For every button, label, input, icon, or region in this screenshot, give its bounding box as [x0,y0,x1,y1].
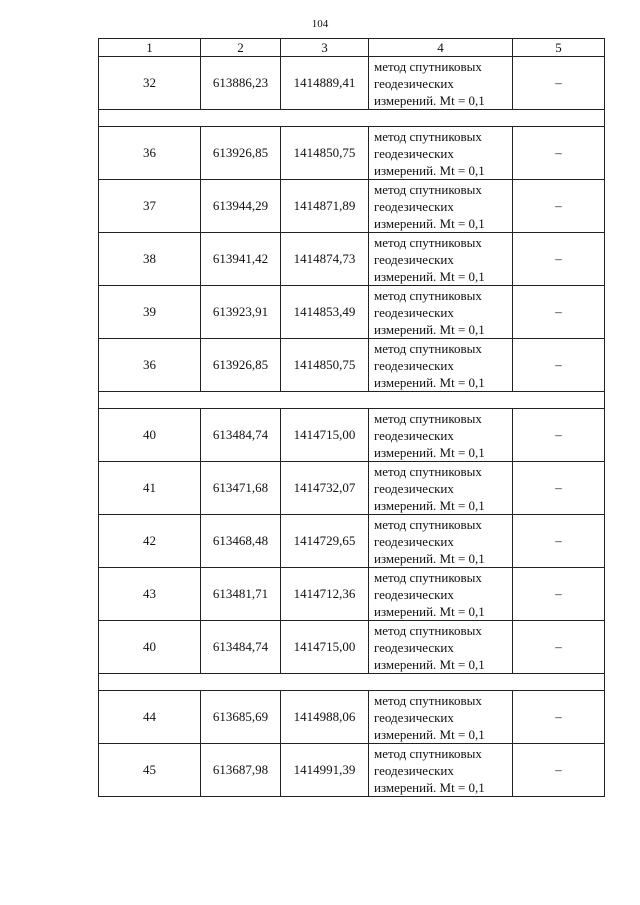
dash-cell: – [513,621,605,674]
method-text-line: метод спутниковых [374,463,482,479]
x-coordinate-cell: 613926,85 [201,127,281,180]
method-text-line: измерений. Mt = 0,1 [374,374,485,390]
method-text-line: измерений. Mt = 0,1 [374,162,485,178]
x-coordinate-cell: 613468,48 [201,515,281,568]
method-text-line: геодезических [374,709,454,725]
x-coordinate-cell: 613941,42 [201,233,281,286]
dash-cell: – [513,691,605,744]
y-coordinate-cell: 1414889,41 [281,57,369,110]
method-cell [369,691,513,744]
table-row [99,568,605,621]
separator-cell [99,110,605,127]
method-cell [369,286,513,339]
method-text-line: метод спутниковых [374,745,482,761]
method-text-line: метод спутниковых [374,692,482,708]
method-cell [369,744,513,797]
y-coordinate-cell: 1414729,65 [281,515,369,568]
x-coordinate-cell: 613484,74 [201,409,281,462]
column-header-1: 1 [99,39,201,57]
x-coordinate-cell: 613944,29 [201,180,281,233]
method-text-line: измерений. Mt = 0,1 [374,603,485,619]
dash-cell: – [513,286,605,339]
method-text-line: метод спутниковых [374,128,482,144]
method-text-line: геодезических [374,639,454,655]
coordinates-table [98,38,605,797]
table-row [99,339,605,392]
dash-cell: – [513,233,605,286]
y-coordinate-cell: 1414850,75 [281,127,369,180]
dash-cell: – [513,568,605,621]
dash-cell: – [513,744,605,797]
x-coordinate-cell: 613926,85 [201,339,281,392]
point-number-cell: 42 [99,515,201,568]
method-text-line: измерений. Mt = 0,1 [374,656,485,672]
x-coordinate-cell: 613484,74 [201,621,281,674]
point-number-cell: 39 [99,286,201,339]
table-row [99,409,605,462]
method-text-line: геодезических [374,427,454,443]
method-text-line: измерений. Mt = 0,1 [374,321,485,337]
method-text-line: метод спутниковых [374,622,482,638]
y-coordinate-cell: 1414853,49 [281,286,369,339]
table-row [99,57,605,110]
method-cell [369,180,513,233]
point-number-cell: 44 [99,691,201,744]
method-cell [369,409,513,462]
method-text-line: измерений. Mt = 0,1 [374,550,485,566]
method-text-line: метод спутниковых [374,287,482,303]
method-text-line: геодезических [374,75,454,91]
method-text-line: измерений. Mt = 0,1 [374,444,485,460]
dash-cell: – [513,515,605,568]
method-text-line: геодезических [374,251,454,267]
method-text-line: геодезических [374,586,454,602]
method-text-line: геодезических [374,357,454,373]
method-cell [369,127,513,180]
column-header-3: 3 [281,39,369,57]
separator-cell [99,674,605,691]
method-text-line: метод спутниковых [374,410,482,426]
method-text-line: метод спутниковых [374,234,482,250]
y-coordinate-cell: 1414712,36 [281,568,369,621]
x-coordinate-cell: 613923,91 [201,286,281,339]
dash-cell: – [513,57,605,110]
y-coordinate-cell: 1414988,06 [281,691,369,744]
point-number-cell: 32 [99,57,201,110]
method-cell [369,462,513,515]
y-coordinate-cell: 1414871,89 [281,180,369,233]
dash-cell: – [513,180,605,233]
table-row [99,744,605,797]
point-number-cell: 40 [99,409,201,462]
table-row [99,515,605,568]
method-cell [369,515,513,568]
method-text-line: геодезических [374,762,454,778]
column-header-2: 2 [201,39,281,57]
method-text-line: измерений. Mt = 0,1 [374,268,485,284]
method-text-line: измерений. Mt = 0,1 [374,726,485,742]
dash-cell: – [513,339,605,392]
dash-cell: – [513,409,605,462]
point-number-cell: 38 [99,233,201,286]
table-body [99,57,605,797]
x-coordinate-cell: 613687,98 [201,744,281,797]
method-text-line: геодезических [374,480,454,496]
page-number: 104 [311,18,329,30]
table-row [99,691,605,744]
point-number-cell: 41 [99,462,201,515]
method-text-line: измерений. Mt = 0,1 [374,497,485,513]
column-header-5: 5 [513,39,605,57]
header-row [99,39,605,57]
x-coordinate-cell: 613481,71 [201,568,281,621]
table-row [99,127,605,180]
group-separator-row [99,392,605,409]
y-coordinate-cell: 1414732,07 [281,462,369,515]
table-row [99,286,605,339]
method-text-line: геодезических [374,198,454,214]
group-separator-row [99,110,605,127]
point-number-cell: 45 [99,744,201,797]
method-text-line: метод спутниковых [374,516,482,532]
table-row [99,621,605,674]
x-coordinate-cell: 613471,68 [201,462,281,515]
y-coordinate-cell: 1414874,73 [281,233,369,286]
table-row [99,180,605,233]
table-row [99,233,605,286]
method-text-line: геодезических [374,304,454,320]
point-number-cell: 43 [99,568,201,621]
method-cell [369,57,513,110]
method-text-line: измерений. Mt = 0,1 [374,215,485,231]
group-separator-row [99,674,605,691]
method-text-line: геодезических [374,145,454,161]
method-cell [369,621,513,674]
y-coordinate-cell: 1414715,00 [281,409,369,462]
point-number-cell: 36 [99,339,201,392]
method-text-line: измерений. Mt = 0,1 [374,779,485,795]
dash-cell: – [513,127,605,180]
point-number-cell: 36 [99,127,201,180]
point-number-cell: 37 [99,180,201,233]
method-text-line: измерений. Mt = 0,1 [374,92,485,108]
method-text-line: геодезических [374,533,454,549]
y-coordinate-cell: 1414991,39 [281,744,369,797]
x-coordinate-cell: 613886,23 [201,57,281,110]
x-coordinate-cell: 613685,69 [201,691,281,744]
method-text-line: метод спутниковых [374,569,482,585]
y-coordinate-cell: 1414715,00 [281,621,369,674]
method-text-line: метод спутниковых [374,340,482,356]
method-cell [369,568,513,621]
y-coordinate-cell: 1414850,75 [281,339,369,392]
method-text-line: метод спутниковых [374,58,482,74]
point-number-cell: 40 [99,621,201,674]
method-text-line: метод спутниковых [374,181,482,197]
separator-cell [99,392,605,409]
method-cell [369,339,513,392]
dash-cell: – [513,462,605,515]
table-row [99,462,605,515]
column-header-4: 4 [369,39,513,57]
method-cell [369,233,513,286]
